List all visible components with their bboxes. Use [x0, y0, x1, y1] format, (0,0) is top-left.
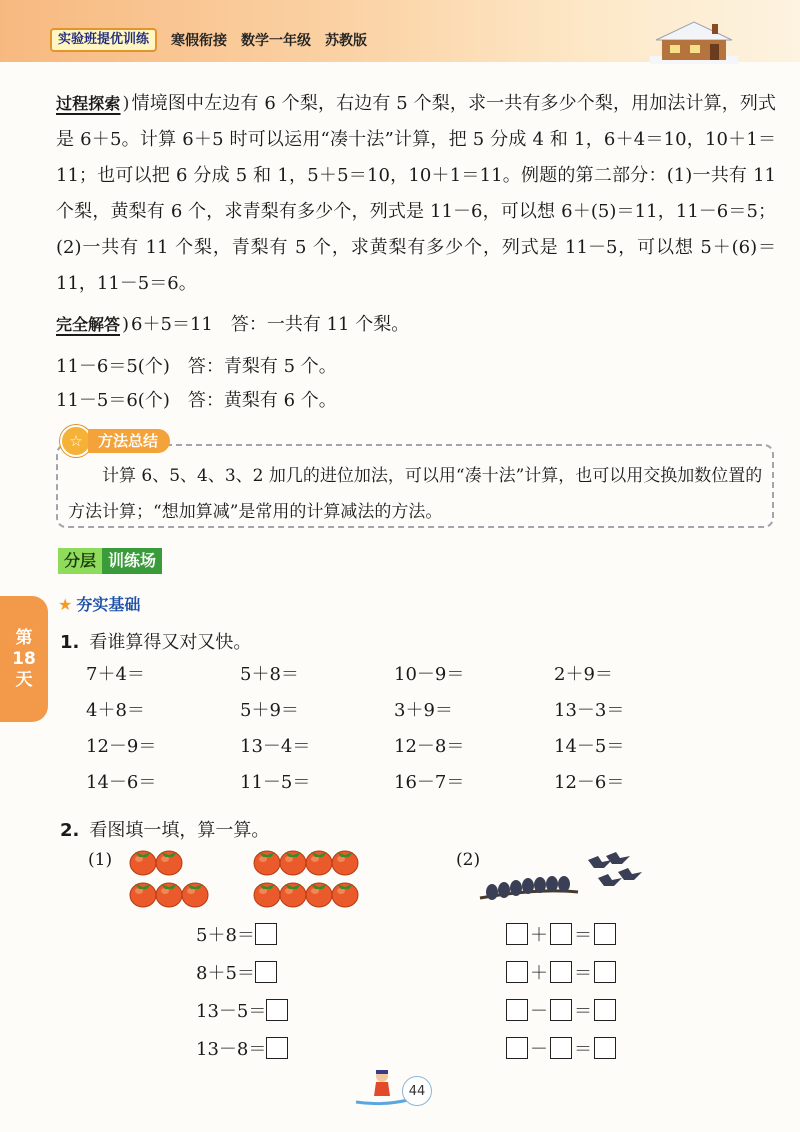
calc-item: 7＋4＝: [86, 664, 145, 685]
calc-item: 11－5＝: [240, 772, 311, 793]
part-1-equations: [196, 915, 288, 1067]
equation-row: ＋ ＝: [506, 915, 616, 953]
calc-item: 16－7＝: [394, 772, 465, 793]
equation-row: 13－5＝: [196, 991, 288, 1029]
equation-row: ＋ ＝: [506, 953, 616, 991]
section-title: 分层 训练场: [58, 548, 162, 574]
page-header: [0, 0, 800, 62]
part-1-label: (1): [88, 850, 113, 870]
calc-item: 12－6＝: [554, 772, 625, 793]
method-text: 计算 6、5、4、3、2 加几的进位加法，可以用“凑十法”计算，也可以用交换加数位置的方法计算；“想加算减”是常用的计算减法的方法。: [68, 466, 763, 522]
solution-line-2: 11－6＝5(个) 答：青梨有 5 个。: [56, 356, 337, 377]
answer-box[interactable]: [550, 923, 572, 945]
answer-box[interactable]: [506, 961, 528, 983]
method-tag-label: 方法总结: [88, 429, 170, 453]
star-icon: ★: [58, 595, 73, 614]
equation-row: 5＋8＝: [196, 915, 288, 953]
answer-box[interactable]: [594, 923, 616, 945]
equation-row: － ＝: [506, 1029, 616, 1067]
calc-item: 12－9＝: [86, 736, 157, 757]
solution-line-3: 11－5＝6(个) 答：黄梨有 6 个。: [56, 390, 337, 411]
question-2-title: 2. 看图填一填，算一算。: [60, 820, 270, 841]
book-brand: 实验班提优训练: [50, 28, 157, 52]
basics-heading: ★ 夯实基础: [58, 595, 141, 614]
calc-item: 14－5＝: [554, 736, 625, 757]
page-number: 44: [402, 1076, 432, 1106]
answer-box[interactable]: [550, 1037, 572, 1059]
day-side-tab: 第 18 天: [0, 596, 48, 722]
question-1-grid: [86, 657, 706, 801]
explore-text: 情境图中左边有 6 个梨，右边有 5 个梨，求一共有多少个梨，用加法计算，列式是 6＋5。计算 6＋5 时可以运用“凑十法”计算，把 5 分成 4 和 1，6＋4＝10，10＋1＝11；也可以把 6 分成 5 和 1，5＋5＝10，10＋1＝11。例题的第二部分：(1)一共有 11 个梨，黄梨有 6 个，求青梨有多少个，列式是 11－6，可以想 6＋(5)＝11，11－6＝5；(2)一共有 11 个梨，青梨有 5 个，求黄梨有多少个，列式是 11－5，可以想 5＋(6)＝11，11－5＝6。: [56, 93, 776, 294]
persimmons-picture: [126, 846, 370, 916]
book-subject: 数学一年级: [241, 33, 312, 49]
header-bar: [50, 27, 650, 53]
calc-item: 4＋8＝: [86, 700, 145, 721]
answer-box[interactable]: [506, 923, 528, 945]
part-2-equations: [506, 915, 616, 1067]
question-1-title: 1. 看谁算得又对又快。: [60, 632, 252, 653]
calc-item: 10－9＝: [394, 664, 465, 685]
calc-item: 2＋9＝: [554, 664, 613, 685]
answer-box[interactable]: [506, 999, 528, 1021]
equation-row: － ＝: [506, 991, 616, 1029]
answer-box[interactable]: [594, 1037, 616, 1059]
answer-box[interactable]: [506, 1037, 528, 1059]
answer-box[interactable]: [266, 999, 288, 1021]
calc-item: 5＋9＝: [240, 700, 299, 721]
calc-item: 13－4＝: [240, 736, 311, 757]
equation-row: 8＋5＝: [196, 953, 288, 991]
calc-item: 5＋8＝: [240, 664, 299, 685]
calc-item: 13－3＝: [554, 700, 625, 721]
explore-paragraph: 过程探索 ) 情境图中左边有 6 个梨，右边有 5 个梨，求一共有多少个梨，用加法计算，列式是 6＋5。计算 6＋5 时可以运用“凑十法”计算，把 5 分成 4 和 1，6＋4＝10，10＋1＝11；也可以把 6 分成 5 和 1，5＋5＝10，10＋1＝11。例题的第二部分：(1)一共有 11 个梨，黄梨有 6 个，求青梨有多少个，列式是 11－6，可以想 6＋(5)＝11，11－6＝5；(2)一共有 11 个梨，青梨有 5 个，求黄梨有多少个，列式是 11－5，可以想 5＋(6)＝11，11－5＝6。: [56, 93, 776, 294]
part-2-label: (2): [456, 850, 481, 870]
calc-item: 14－6＝: [86, 772, 157, 793]
calc-item: 12－8＝: [394, 736, 465, 757]
snow-house-icon: [650, 18, 738, 64]
method-tag: [60, 428, 192, 454]
equation-row: 13－8＝: [196, 1029, 288, 1067]
answer-box[interactable]: [266, 1037, 288, 1059]
solution-tag: 完全解答: [56, 315, 121, 334]
answer-box[interactable]: [550, 961, 572, 983]
calc-item: 3＋9＝: [394, 700, 453, 721]
answer-box[interactable]: [255, 923, 277, 945]
answer-box[interactable]: [594, 999, 616, 1021]
answer-box[interactable]: [594, 961, 616, 983]
answer-box[interactable]: [550, 999, 572, 1021]
solution-line-1: 完全解答 ) 6＋5＝11 答：一共有 11 个梨。: [56, 314, 410, 335]
answer-box[interactable]: [255, 961, 277, 983]
star-badge-icon: ☆: [60, 425, 92, 457]
explore-tag: 过程探索: [56, 94, 121, 113]
book-edition: 苏教版: [325, 33, 368, 49]
book-series: 寒假衔接: [171, 33, 228, 49]
birds-picture: [478, 848, 648, 916]
